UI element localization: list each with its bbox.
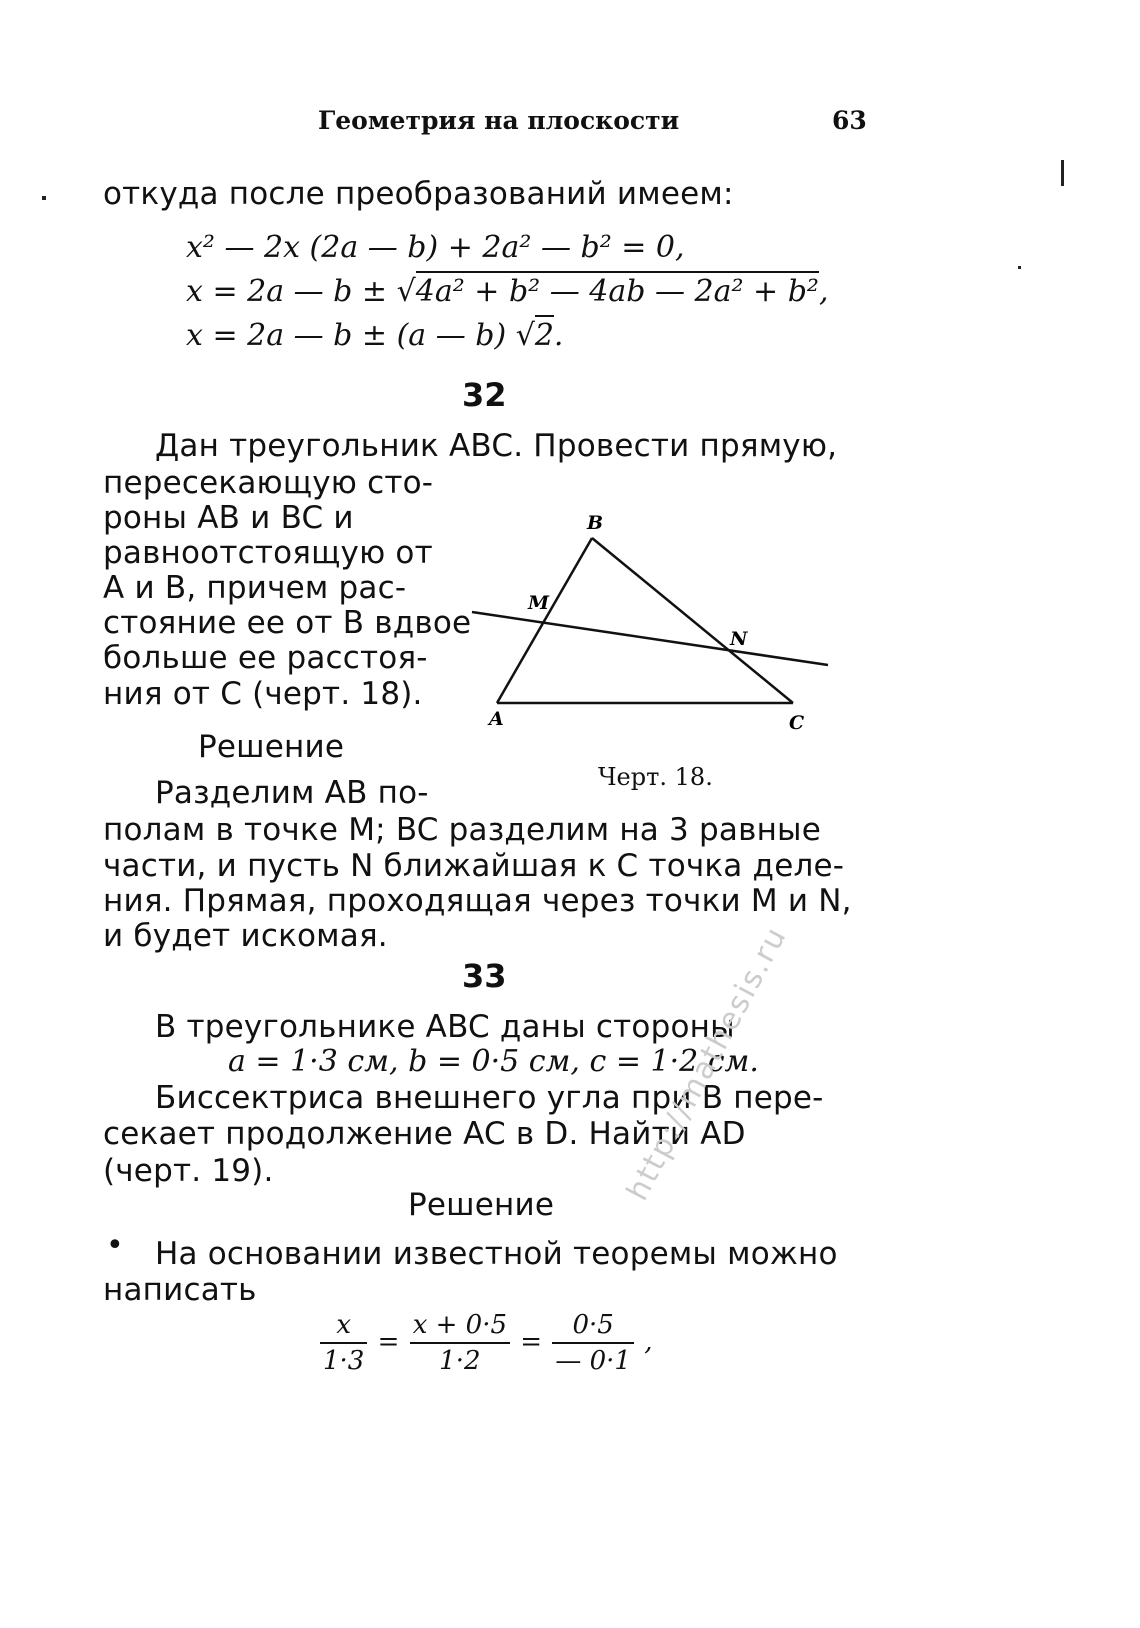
- equation-2-left: x = 2a — b ±: [186, 274, 388, 309]
- running-header-title: Геометрия на плоскости: [318, 106, 680, 135]
- figure-18-diagram: [460, 505, 850, 755]
- fraction-3: [552, 1310, 634, 1376]
- problem-32-solution-line-4: ния. Прямая, проходящая через точки M и N,: [103, 883, 852, 919]
- figure-18-caption: Черт. 18.: [598, 763, 713, 791]
- vertex-label-c: C: [789, 712, 805, 734]
- problem-32-solution-heading: Решение: [198, 729, 345, 765]
- equals-sign: =: [520, 1327, 543, 1357]
- problem-33-solution-line-2: написать: [103, 1272, 257, 1308]
- scan-speck: [1018, 266, 1021, 269]
- problem-32-line-7: больше ее расстоя-: [103, 640, 428, 676]
- scan-speck: [42, 196, 46, 200]
- equation-3: [186, 318, 563, 353]
- fraction-tail: ,: [644, 1327, 653, 1357]
- fraction-2-denominator: 1·2: [439, 1346, 481, 1376]
- page-number: 63: [832, 106, 867, 135]
- equation-3-tail: .: [553, 318, 564, 353]
- problem-32-line-5: A и B, причем рас-: [103, 570, 407, 606]
- vertex-label-a: A: [489, 708, 504, 730]
- sqrt-symbol: √: [396, 274, 416, 309]
- vertex-label-b: B: [587, 512, 604, 534]
- watermark: http://mathesis.ru: [620, 920, 795, 1207]
- line-mn: [472, 612, 828, 665]
- fraction-3-denominator: — 0·1: [555, 1346, 631, 1376]
- problem-32-line-1: Дан треугольник ABC. Провести прямую,: [155, 428, 838, 464]
- problem-32-line-3: роны AB и BC и: [103, 500, 354, 536]
- intro-line: откуда после преобразований имеем:: [103, 176, 734, 212]
- problem-32-line-4: равноотстоящую от: [103, 535, 433, 571]
- triangle-side-bc: [592, 538, 793, 703]
- problem-33-solution-line-1: На основании известной теоремы можно: [155, 1236, 838, 1272]
- fraction-1-denominator: 1·3: [323, 1346, 365, 1376]
- proportion-equation: [318, 1310, 653, 1376]
- fraction-3-numerator: 0·5: [552, 1310, 634, 1344]
- problem-33-line-1: В треугольнике ABC даны стороны: [155, 1009, 735, 1045]
- equals-sign: =: [377, 1327, 400, 1357]
- problem-33-number: 33: [462, 957, 507, 995]
- fraction-2-numerator: x + 0·5: [410, 1310, 510, 1344]
- equation-3-radicand: 2: [535, 315, 554, 353]
- problem-32-number: 32: [462, 376, 507, 414]
- problem-32-solution-line-1: Разделим AB по-: [155, 775, 429, 811]
- problem-33-line-4: (черт. 19).: [103, 1153, 274, 1189]
- point-label-m: M: [528, 592, 550, 614]
- point-label-n: N: [730, 628, 748, 650]
- problem-32-solution-line-2: полам в точке M; BC разделим на 3 равные: [103, 812, 821, 848]
- bullet-mark: •: [106, 1228, 124, 1263]
- equation-1: x² — 2x (2a — b) + 2a² — b² = 0,: [186, 230, 685, 265]
- problem-33-line-2: Биссектриса внешнего угла при B пере-: [155, 1080, 824, 1116]
- fraction-1: [320, 1310, 367, 1376]
- problem-32-line-8: ния от C (черт. 18).: [103, 676, 423, 712]
- scan-speck: [1061, 160, 1064, 186]
- triangle-side-ab: [497, 538, 592, 703]
- problem-33-solution-heading: Решение: [408, 1187, 555, 1223]
- problem-33-given-values: a = 1·3 см, b = 0·5 см, c = 1·2 см.: [228, 1044, 759, 1079]
- equation-3-left: x = 2a — b ± (a — b): [186, 318, 507, 353]
- equation-2-tail: ,: [818, 274, 829, 309]
- equation-2: [186, 274, 828, 309]
- problem-32-solution-line-3: части, и пусть N ближайшая к C точка деле-: [103, 848, 845, 884]
- sqrt-symbol: √: [515, 318, 535, 353]
- fraction-2: [410, 1310, 510, 1376]
- fraction-1-numerator: x: [320, 1310, 367, 1344]
- problem-32-line-6: стояние ее от B вдвое: [103, 605, 472, 641]
- equation-2-radicand: 4a² + b² — 4ab — 2a² + b²: [416, 271, 819, 309]
- problem-32-line-2: пересекающую сто-: [103, 465, 434, 501]
- problem-33-line-3: секает продолжение AC в D. Найти AD: [103, 1116, 746, 1152]
- problem-32-solution-line-5: и будет искомая.: [103, 918, 388, 954]
